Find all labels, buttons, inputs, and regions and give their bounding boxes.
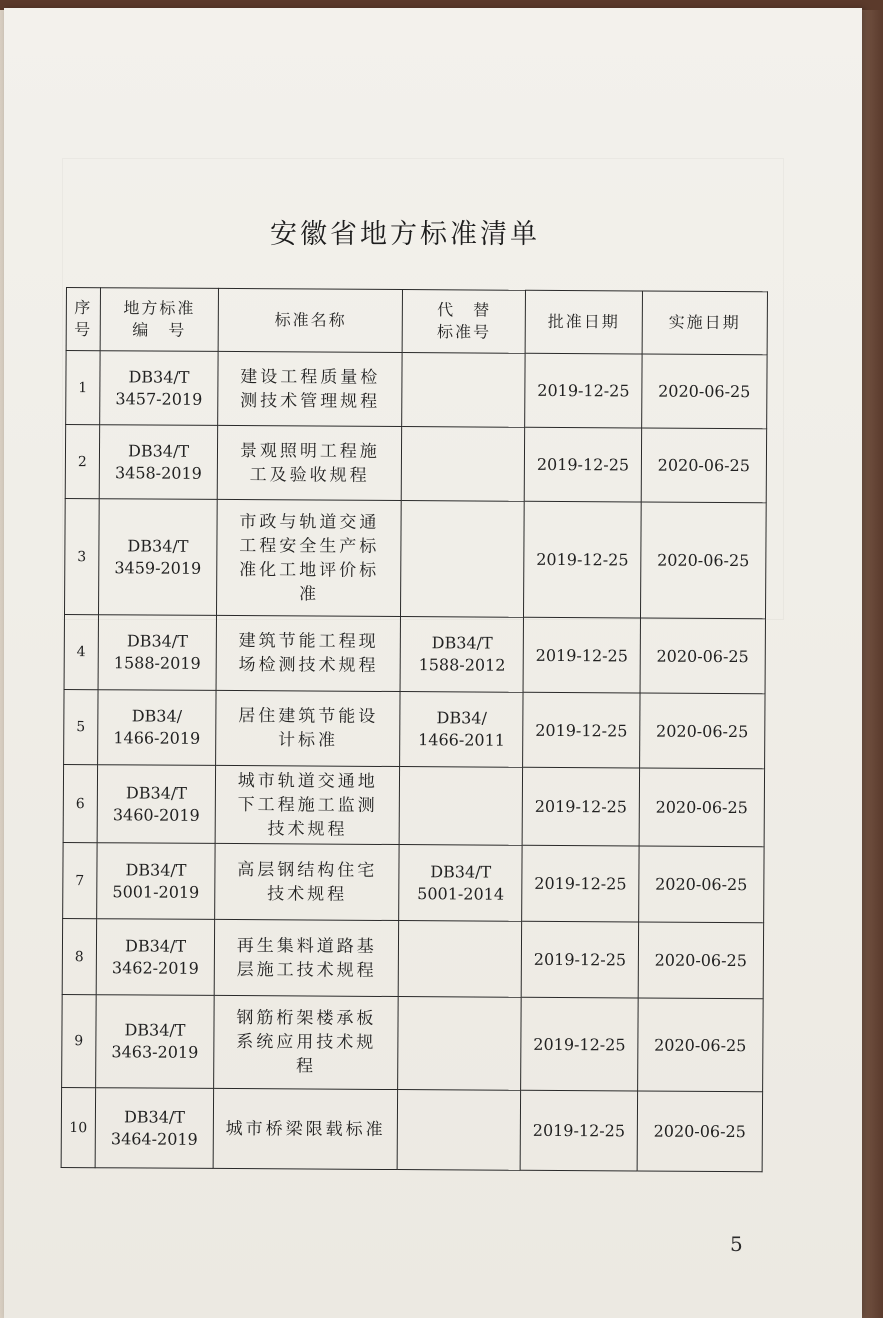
table-row bbox=[62, 918, 763, 998]
header-code: 地方标准 编 号 bbox=[100, 288, 219, 352]
cell-seq: 9 bbox=[62, 994, 96, 1087]
cell-implement-date: 2020-06-25 bbox=[639, 693, 765, 769]
table-row bbox=[65, 425, 766, 503]
table-row bbox=[66, 351, 767, 429]
cell-replaced: DB34/T 1588-2012 bbox=[400, 617, 523, 693]
cell-replaced bbox=[399, 921, 522, 998]
table-row bbox=[61, 1087, 762, 1171]
cell-name: 高层钢结构住宅 技术规程 bbox=[215, 843, 399, 920]
cell-approve-date: 2019-12-25 bbox=[523, 692, 640, 768]
cell-code: DB34/T 3460-2019 bbox=[97, 765, 216, 844]
cell-seq: 6 bbox=[63, 764, 97, 842]
cell-replaced bbox=[402, 353, 525, 428]
cell-implement-date: 2020-06-25 bbox=[638, 922, 764, 999]
cell-approve-date: 2019-12-25 bbox=[521, 921, 638, 998]
cell-replaced: DB34/ 1466-2011 bbox=[400, 692, 523, 768]
cell-seq: 7 bbox=[63, 842, 97, 918]
cell-seq: 8 bbox=[62, 918, 96, 994]
table-row bbox=[64, 614, 765, 693]
cell-approve-date: 2019-12-25 bbox=[522, 845, 639, 922]
cell-implement-date: 2020-06-25 bbox=[641, 354, 767, 429]
cell-implement-date: 2020-06-25 bbox=[640, 618, 766, 694]
cell-approve-date: 2019-12-25 bbox=[525, 427, 642, 502]
cell-name: 居住建筑节能设 计标准 bbox=[216, 690, 400, 766]
cell-name: 建设工程质量检 测技术管理规程 bbox=[218, 351, 402, 426]
header-implement-date: 实施日期 bbox=[642, 291, 768, 355]
cell-replaced bbox=[402, 427, 525, 502]
page-number: 5 bbox=[730, 1232, 743, 1256]
table-row bbox=[62, 994, 764, 1091]
cell-code: DB34/T 1588-2019 bbox=[98, 615, 217, 691]
cell-name: 建筑节能工程现 场检测技术规程 bbox=[216, 615, 400, 691]
cell-seq: 3 bbox=[64, 498, 98, 614]
cell-code: DB34/T 3464-2019 bbox=[95, 1088, 214, 1169]
cell-replaced bbox=[401, 501, 525, 618]
cell-code: DB34/T 3459-2019 bbox=[98, 499, 217, 616]
table-row bbox=[63, 842, 764, 922]
cell-implement-date: 2020-06-25 bbox=[637, 1091, 763, 1172]
cell-name: 城市轨道交通地 下工程施工监测 技术规程 bbox=[215, 765, 399, 844]
header-name: 标准名称 bbox=[218, 288, 402, 352]
standards-table bbox=[61, 287, 768, 1172]
cell-code: DB34/ 1466-2019 bbox=[97, 690, 216, 766]
cell-replaced bbox=[397, 1090, 520, 1171]
cell-approve-date: 2019-12-25 bbox=[523, 617, 640, 693]
table-header-row bbox=[66, 288, 767, 355]
table-row bbox=[64, 498, 766, 618]
page-title: 安徽省地方标准清单 bbox=[270, 219, 540, 250]
cell-approve-date: 2019-12-25 bbox=[521, 997, 638, 1091]
cell-approve-date: 2019-12-25 bbox=[522, 767, 639, 846]
cell-seq: 4 bbox=[64, 614, 98, 689]
header-seq: 序 号 bbox=[66, 288, 100, 351]
cell-seq: 5 bbox=[64, 689, 98, 764]
cell-implement-date: 2020-06-25 bbox=[641, 428, 767, 503]
cell-implement-date: 2020-06-25 bbox=[640, 502, 766, 619]
cell-approve-date: 2019-12-25 bbox=[520, 1090, 637, 1171]
cell-code: DB34/T 3458-2019 bbox=[99, 425, 218, 500]
cell-code: DB34/T 3463-2019 bbox=[95, 995, 214, 1089]
cell-code: DB34/T 5001-2019 bbox=[96, 843, 215, 920]
cell-implement-date: 2020-06-25 bbox=[637, 998, 763, 1092]
cell-replaced bbox=[398, 997, 522, 1091]
cell-name: 城市桥梁限载标准 bbox=[213, 1088, 397, 1169]
header-replaced: 代 替 标准号 bbox=[402, 290, 525, 354]
header-approve-date: 批准日期 bbox=[525, 290, 642, 354]
cell-replaced: DB34/T 5001-2014 bbox=[399, 845, 522, 922]
cell-name: 再生集料道路基 层施工技术规程 bbox=[215, 919, 399, 996]
cell-implement-date: 2020-06-25 bbox=[639, 768, 765, 847]
cell-approve-date: 2019-12-25 bbox=[525, 353, 642, 428]
cell-name: 景观照明工程施 工及验收规程 bbox=[218, 425, 402, 500]
cell-name: 钢筋桁架楼承板 系统应用技术规 程 bbox=[214, 995, 399, 1089]
cell-replaced bbox=[399, 767, 522, 846]
cell-seq: 10 bbox=[61, 1087, 95, 1167]
table-row bbox=[63, 764, 764, 846]
cell-seq: 2 bbox=[65, 425, 99, 499]
table-row bbox=[64, 689, 765, 768]
cell-approve-date: 2019-12-25 bbox=[524, 501, 641, 618]
cell-implement-date: 2020-06-25 bbox=[638, 846, 764, 923]
cell-code: DB34/T 3457-2019 bbox=[99, 351, 218, 426]
cell-seq: 1 bbox=[66, 351, 100, 425]
cell-code: DB34/T 3462-2019 bbox=[96, 919, 215, 996]
cell-name: 市政与轨道交通 工程安全生产标 准化工地评价标 准 bbox=[217, 499, 402, 616]
